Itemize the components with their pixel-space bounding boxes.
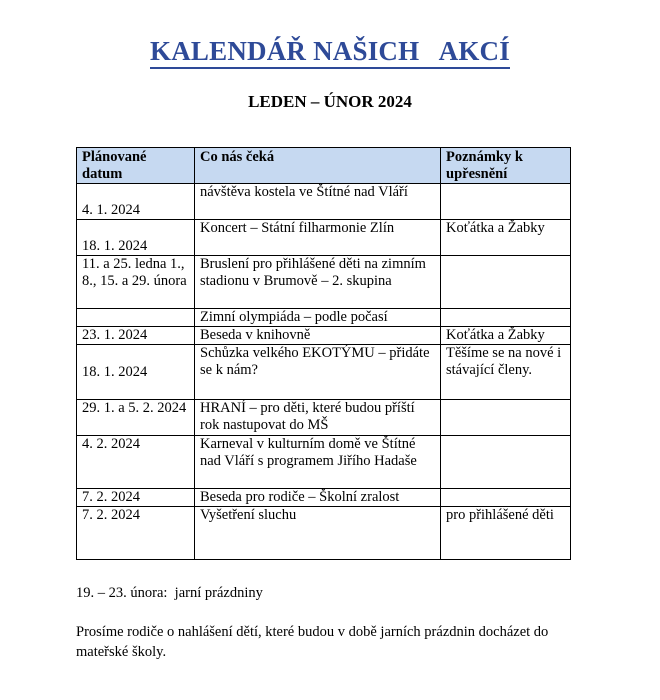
table-row xyxy=(77,345,571,400)
row-event: Koncert – Státní filharmonie Zlín xyxy=(195,220,441,256)
row-event: Zimní olympiáda – podle počasí xyxy=(195,309,441,327)
period-subtitle: LEDEN – ÚNOR 2024 xyxy=(248,92,412,111)
row-note: Koťátka a Žabky xyxy=(441,220,571,256)
row-event: Bruslení pro přihlášené děti na zimním stadionu v Brumově – 2. skupina xyxy=(195,256,441,309)
table-row xyxy=(77,220,571,256)
events-table xyxy=(76,147,571,560)
row-date: 4. 2. 2024 xyxy=(77,436,195,489)
row-event: HRANÍ – pro děti, které budou příští rok nastupovat do MŠ xyxy=(195,400,441,436)
row-note xyxy=(441,184,571,220)
row-note xyxy=(441,489,571,507)
row-note xyxy=(441,256,571,309)
row-date: 18. 1. 2024 xyxy=(77,345,195,400)
row-note xyxy=(441,436,571,489)
row-note xyxy=(441,309,571,327)
row-date: 11. a 25. ledna 1., 8., 15. a 29. února xyxy=(77,256,195,309)
table-row xyxy=(77,256,571,309)
header-notes: Poznámky k upřesnění xyxy=(441,148,571,184)
table-row xyxy=(77,400,571,436)
row-event: Karneval v kulturním domě ve Štítné nad Vláří s programem Jiřího Hadaše xyxy=(195,436,441,489)
table-row xyxy=(77,489,571,507)
table-row xyxy=(77,507,571,560)
row-date: 7. 2. 2024 xyxy=(77,489,195,507)
table-header-row xyxy=(77,148,571,184)
row-date: 4. 1. 2024 xyxy=(77,184,195,220)
table-row xyxy=(77,327,571,345)
row-event: Beseda v knihovně xyxy=(195,327,441,345)
row-date: 7. 2. 2024 xyxy=(77,507,195,560)
row-event: Vyšetření sluchu xyxy=(195,507,441,560)
row-note: Koťátka a Žabky xyxy=(441,327,571,345)
row-date xyxy=(77,309,195,327)
row-event: Beseda pro rodiče – Školní zralost xyxy=(195,489,441,507)
table-row xyxy=(77,184,571,220)
row-note xyxy=(441,400,571,436)
row-event: Schůzka velkého EKOTÝMU – přidáte se k nám? xyxy=(195,345,441,400)
registration-request-note: Prosíme rodiče o nahlášení dětí, které budou v době jarních prázdnin docházet do mateřské školy. xyxy=(76,624,549,660)
row-note: pro přihlášené děti xyxy=(441,507,571,560)
row-date: 23. 1. 2024 xyxy=(77,327,195,345)
table-row xyxy=(77,309,571,327)
row-event: návštěva kostela ve Štítné nad Vláří xyxy=(195,184,441,220)
row-date: 29. 1. a 5. 2. 2024 xyxy=(77,400,195,436)
calendar-title-text: KALENDÁŘ NAŠICH AKCÍ xyxy=(150,36,510,69)
row-date: 18. 1. 2024 xyxy=(77,220,195,256)
table-row xyxy=(77,436,571,489)
calendar-title xyxy=(0,36,660,67)
header-planned-date: Plánované datum xyxy=(77,148,195,184)
spring-holiday-note: 19. – 23. února: jarní prázdniny xyxy=(76,585,263,601)
header-event: Co nás čeká xyxy=(195,148,441,184)
row-note: Těšíme se na nové i stávající členy. xyxy=(441,345,571,400)
